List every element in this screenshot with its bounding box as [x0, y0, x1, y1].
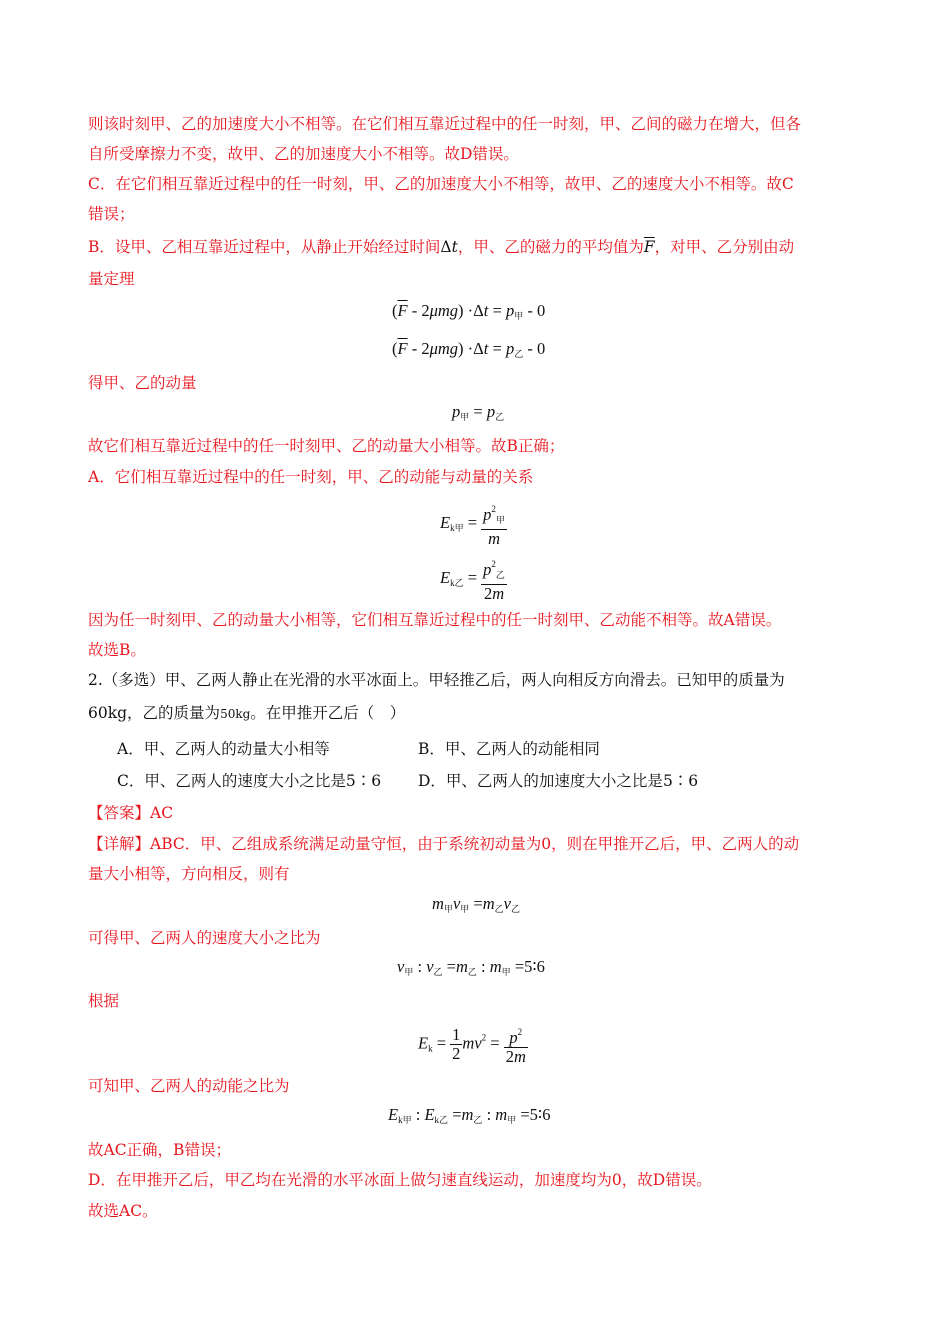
- text-line: 故选B。: [88, 641, 146, 659]
- text-line: 量定理: [88, 270, 135, 288]
- text-line: D．在甲推开乙后，甲乙均在光滑的水平冰面上做匀速直线运动，加速度均为0，故D错误。: [88, 1171, 712, 1189]
- equation-jia: $(\overline{F} - 2\mu mg) \cdot\Delta t = p_甲 - 0$: [392, 301, 546, 321]
- text-line: 可知甲、乙两人的动能之比为: [88, 1077, 290, 1095]
- equation-velocity-ratio: $v_甲$ : $v_乙 =m_乙$ : $m_甲$ =5∶6: [397, 957, 545, 977]
- option-b: B．甲、乙两人的动能相同: [418, 740, 600, 758]
- math-mass-yi: 50kg: [220, 707, 251, 721]
- text-seg: ，甲、乙的磁力的平均值为: [457, 238, 644, 256]
- text-line: 则该时刻甲、乙的加速度大小不相等。在它们相互靠近过程中的任一时刻，甲、乙间的磁力在增大，但各: [88, 115, 802, 133]
- text-line: 故它们相互靠近过程中的任一时刻甲、乙的动量大小相等。故B正确；: [88, 437, 565, 455]
- text-line: 量大小相等，方向相反，则有: [88, 865, 290, 883]
- equation-momentum-equal: $p_甲 = p_乙$: [452, 402, 505, 422]
- text-line: A．它们相互靠近过程中的任一时刻，甲、乙的动能与动量的关系: [88, 468, 534, 486]
- math-mass-jia: 60kg: [88, 704, 128, 722]
- equation-momentum-conservation: $m_甲v_甲 =m_乙v_乙$: [432, 894, 520, 914]
- text-line: 故AC正确，B错误；: [88, 1141, 231, 1159]
- question-line-2: 60kg，乙的质量为50kg。在甲推开乙后（ ）: [88, 704, 406, 722]
- text-line-b: [88, 236, 794, 258]
- option-c: C．甲、乙两人的速度大小之比是5∶6: [117, 772, 382, 790]
- equation-yi: $(\overline{F} - 2\mu mg) \cdot\Delta t = p_乙 - 0$: [392, 339, 546, 359]
- equation-energy-ratio: $E_{k甲}$ : $E_{k乙} =m_乙$ : $m_甲$ =5∶6: [388, 1105, 551, 1125]
- equation-ek-jia: $E_{k甲}$ = $\frac{p^2_甲}{m}$: [440, 500, 507, 548]
- text-seg: B．设甲、乙相互靠近过程中，从静止开始经过时间: [88, 238, 441, 256]
- math-fbar: $\overline{F}$: [643, 238, 655, 256]
- text-line: 根据: [88, 992, 120, 1010]
- equation-kinetic-energy: $E_k$ = $\frac{1}{2}$ $mv^2$ = $\frac{p^2}{2m}$: [418, 1025, 526, 1066]
- equation-ek-yi: $E_{k乙}$ = $\frac{p^2_乙}{2m}$: [440, 555, 507, 603]
- math-dt: Δt: [440, 238, 458, 256]
- text-line: 自所受摩擦力不变，故甲、乙的加速度大小不相等。故D错误。: [88, 145, 519, 163]
- text-line: 可得甲、乙两人的速度大小之比为: [88, 929, 321, 947]
- answer-line: 【答案】AC: [88, 804, 174, 822]
- text-line: 【详解】ABC．甲、乙组成系统满足动量守恒，由于系统初动量为0，则在甲推开乙后，甲、乙两人的动: [88, 835, 800, 853]
- text-line: 错误；: [88, 205, 135, 223]
- text-line: 因为任一时刻甲、乙的动量大小相等，它们相互靠近过程中的任一时刻甲、乙动能不相等。故A错误。: [88, 611, 782, 629]
- text-line: 故选AC。: [88, 1202, 158, 1220]
- question-line: 2.（多选）甲、乙两人静止在光滑的水平冰面上。甲轻推乙后，两人向相反方向滑去。已知甲的质量为: [88, 671, 785, 689]
- text-line: 得甲、乙的动量: [88, 374, 197, 392]
- text-seg: ，对甲、乙分别由动: [654, 238, 795, 256]
- text-line: C．在它们相互靠近过程中的任一时刻，甲、乙的加速度大小不相等，故甲、乙的速度大小不相等。故C: [88, 175, 794, 193]
- option-d: D．甲、乙两人的加速度大小之比是5∶6: [418, 772, 699, 790]
- option-a: A．甲、乙两人的动量大小相等: [117, 740, 330, 758]
